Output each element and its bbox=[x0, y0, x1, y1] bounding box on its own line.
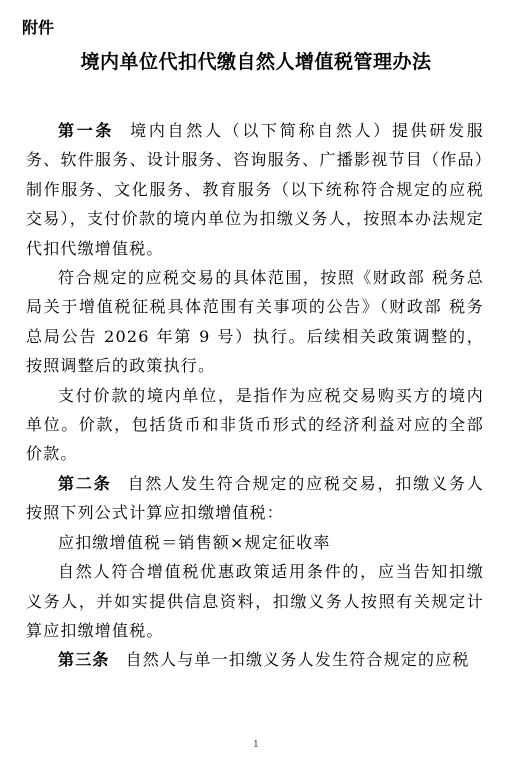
paragraph-article-1 bbox=[26, 116, 484, 263]
paragraph-article-3 bbox=[26, 645, 484, 674]
article-number: 第二条 bbox=[58, 473, 112, 493]
paragraph-text: 自然人与单一扣缴义务人发生符合规定的应税 bbox=[125, 650, 470, 670]
paragraph bbox=[26, 381, 484, 469]
paragraph-text: 支付价款的境内单位，是指作为应税交易购买方的境内单位。价款，包括货币和非货币形式的经济利益对应的全部价款。 bbox=[26, 385, 484, 464]
page-number: 1 bbox=[253, 740, 259, 750]
paragraph bbox=[26, 557, 484, 645]
paragraph-article-2 bbox=[26, 469, 484, 528]
document-body bbox=[26, 116, 484, 675]
formula-text: 应扣缴增值税＝销售额×规定征收率 bbox=[58, 532, 331, 552]
paragraph-text: 自然人符合增值税优惠政策适用条件的，应当告知扣缴义务人，并如实提供信息资料，扣缴义务人按照有关规定计算应扣缴增值税。 bbox=[26, 562, 484, 640]
article-number: 第一条 bbox=[58, 121, 115, 140]
attachment-label: 附件 bbox=[22, 18, 55, 37]
paragraph-text: 自然人发生符合规定的应税交易，扣缴义务人按照下列公式计算应扣缴增值税： bbox=[26, 473, 484, 523]
article-number: 第三条 bbox=[58, 650, 110, 670]
document-title: 境内单位代扣代缴自然人增值税管理办法 bbox=[80, 51, 432, 73]
formula-line bbox=[26, 528, 484, 557]
paragraph-text: 境内自然人（以下简称自然人）提供研发服务、软件服务、设计服务、咨询服务、广播影视节目（作品）制作服务、文化服务、教育服务（以下统称符合规定的应税交易），支付价款的境内单位为扣缴义务人，按照本办法规定代扣代缴增值税。 bbox=[26, 121, 484, 258]
paragraph-text: 符合规定的应税交易的具体范围，按照《财政部 税务总局关于增值税征税具体范围有关事项的公告》（财政部 税务总局公告 2026 年第 9 号）执行。后续相关政策调整的，按照调整后的政策执行。 bbox=[26, 268, 484, 376]
paragraph bbox=[26, 263, 484, 381]
